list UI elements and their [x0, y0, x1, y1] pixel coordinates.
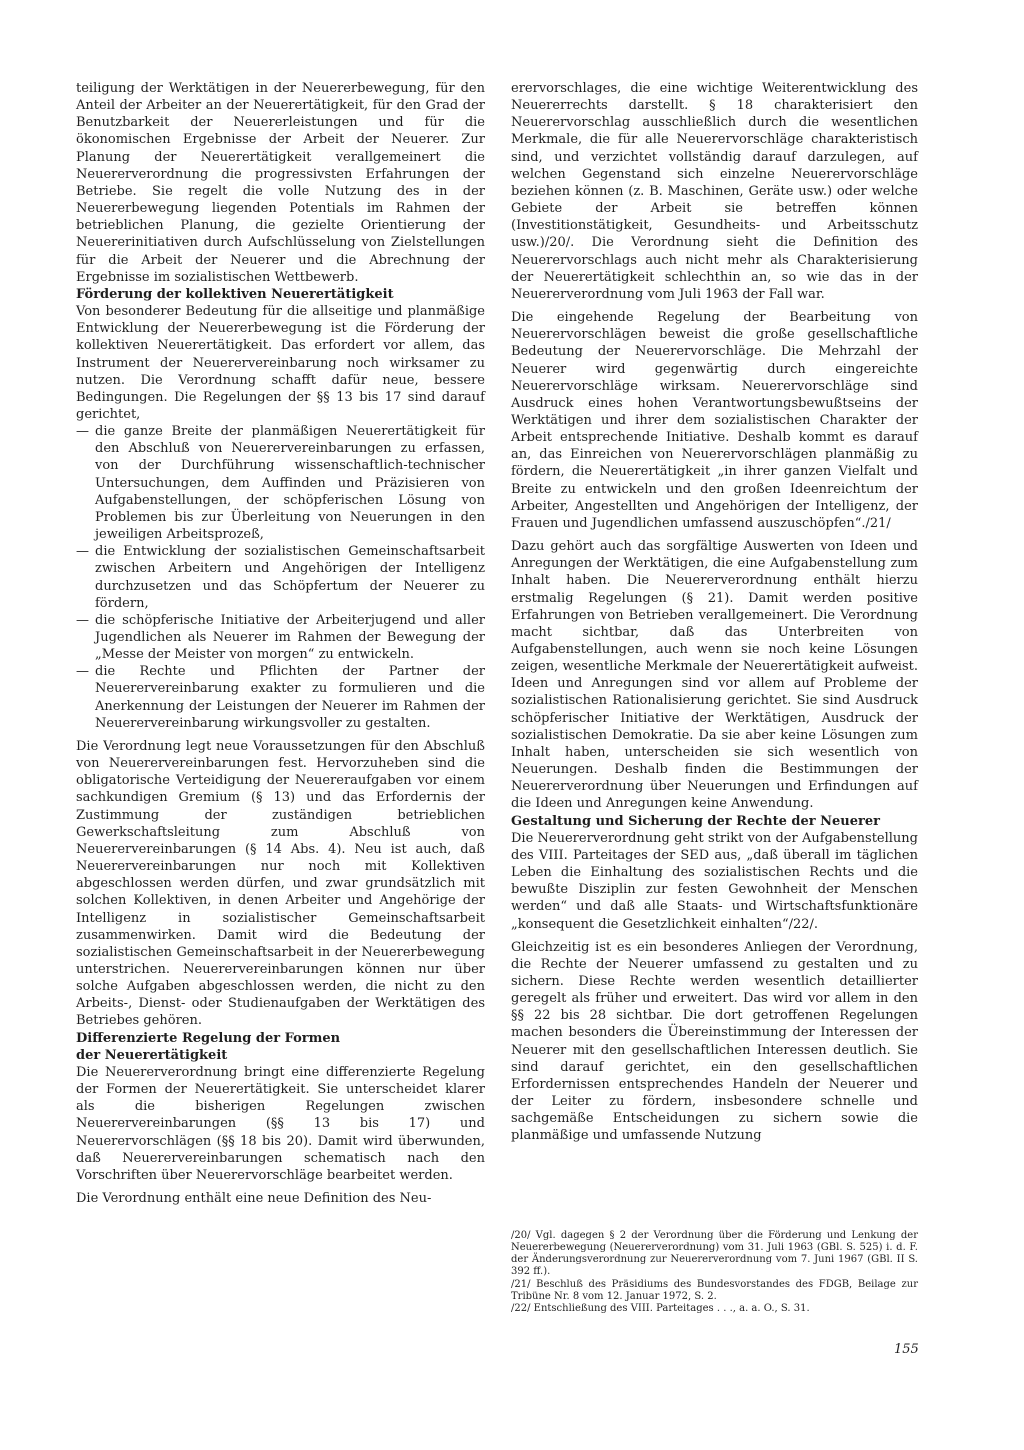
footnote: /22/ Entschließung des VIII. Parteitages . . ., a. a. O., S. 31. [511, 1303, 810, 1315]
page-number: 155 [894, 1342, 919, 1357]
right-column [511, 80, 918, 1145]
list-item: — die Entwicklung der sozialistischen Gemeinschaftsarbeit zwischen Arbeitern und Angehörigen der Intelligenz durchzusetzen und das Schöpfertum der Neuerer zu fördern, [76, 543, 485, 612]
paragraph: erervorschlages, die eine wichtige Weiterentwicklung des Neuererrechts darstellt. § 18 charakterisiert den Neuerervorschlag ausschließlich durch die wesentlichen Merkmale, die für alle Neuerervorschläge charakteristisch sind, und verzichtet vollständig darauf darzulegen, auf welchen Gegenstand sich einzelne Neuerervorschläge beziehen können (z. B. Maschinen, Geräte usw.) oder welche Gebiete der Arbeit sie betreffen können (Investitionstätigkeit, Gesundheits- und Arbeitsschutz usw.)/20/. Die Verordnung sieht die Definition des Neuerervorschlags auch nicht mehr als Charakterisierung der Neuerertätigkeit schlechthin an, so wie das in der Neuererverordnung vom Juli 1963 der Fall war. [511, 81, 918, 302]
paragraph: Dazu gehört auch das sorgfältige Auswerten von Ideen und Anregungen der Werktätigen, die eine Aufgabenstellung zum Inhalt haben. Die Neuererverordnung enthält hierzu erstmalig Regelungen (§ 21). Damit werden positive Erfahrungen von Betrieben verallgemeinert. Die Verordnung macht sichtbar, daß das Unterbreiten von Aufgabenstellungen, auch wenn sie noch keine Lösungen zeigen, wesentliche Merkmale der Neuerertätigkeit aufweist. Ideen und Anregungen sind vor allem auf Probleme der sozialistischen Rationalisierung gerichtet. Sie sind Ausdruck schöpferischer Initiative der Werktätigen, Ausdruck der sozialistischen Demokratie. Da sie aber keine Lösungen zum Inhalt haben, unterscheiden sie sich wesentlich von Neuerungen. Deshalb finden die Bestimmungen der Neuererverordnung über Neuerungen und Erfindungen auf die Ideen und Anregungen keine Anwendung. [511, 539, 918, 812]
list-item: — die schöpferische Initiative der Arbeiterjugend und aller Jugendlichen als Neuerer im Rahmen der Bewegung der „Messe der Meister von morgen“ zu entwickeln. [76, 612, 485, 663]
paragraph: Die Verordnung enthält eine neue Definition des Neu- [76, 1191, 432, 1206]
paragraph: Von besonderer Bedeutung für die allseitige und planmäßige Entwicklung der Neuererbewegung ist die Förderung der kollektiven Neuerertätigkeit. Das erfordert vor allem, das Instrument der Neuerervereinbarung noch wirksamer zu nutzen. Die Verordnung schafft dafür neue, bessere Bedingungen. Die Regelungen der §§ 13 bis 17 sind darauf gerichtet, [76, 304, 485, 422]
section-heading-kollektive-neuerertaetigkeit: Förderung der kollektiven Neuerertätigkeit [76, 286, 394, 302]
list-item: — die ganze Breite der planmäßigen Neuerertätigkeit für den Abschluß von Neuerervereinbarungen zu erfassen, von der Durchführung wissenschaftlich-technischer Untersuchungen, dem Auffinden und Präzisieren von Aufgabenstellungen, der schöpferischen Lösung von Problemen bis zur Überleitung von Neuerungen in den jeweiligen Arbeitsprozeß, [76, 423, 485, 543]
footnote: /20/ Vgl. dagegen § 2 der Verordnung über die Förderung und Lenkung der Neuererbewegung (Neuererverordnung) vom 31. Juli 1963 (GBl. S. 525) i. d. F. der Änderungsverordnung zur Neuererverordnung vom 7. Juni 1967 (GBl. II S. 392 ff.). [511, 1230, 918, 1277]
section-heading-differenzierte-regelung [76, 1030, 485, 1064]
paragraph: Die eingehende Regelung der Bearbeitung von Neuerervorschlägen beweist die große gesellschaftliche Bedeutung der Neuerervorschläge. Die Mehrzahl der Neuerer wird gegenwärtig durch eingereichte Neuerervorschläge wirksam. Neuerervorschläge sind Ausdruck eines hohen Verantwortungsbewußtseins der Werktätigen und ihrer dem sozialistischen Charakter der Arbeit entsprechende Initiative. Deshalb kommt es darauf an, das Einreichen von Neuerervorschlägen planmäßig zu fördern, die Neuerertätigkeit „in ihrer ganzen Vielfalt und Breite zu entwickeln und den großen Ideenreichtum der Arbeiter, Angestellten und Angehörigen der Intelligenz, der Frauen und Jugendlichen umfassend auszuschöpfen“./21/ [511, 310, 918, 531]
heading-line: Differenzierte Regelung der Formen [76, 1030, 341, 1046]
paragraph: Gleichzeitig ist es ein besonderes Anliegen der Verordnung, die Rechte der Neuerer umfassend zu gestalten und zu sichern. Diese Rechte werden wesentlich detaillierter geregelt als früher und erweitert. Das wird vor allem in den §§ 22 bis 28 sichtbar. Die dort getroffenen Regelungen machen besonders die Übereinstimmung der Interessen der Neuerer mit den gesellschaftlichen Interessen deutlich. Sie sind darauf gerichtet, ein den gesellschaftlichen Erfordernissen entsprechendes Handeln der Neuerer und der Leiter zu fördern, insbesondere schnelle und sachgemäße Entscheidungen zu sichern sowie die planmäßige und umfassende Nutzung [511, 939, 918, 1144]
paragraph: Die Neuererverordnung bringt eine differenzierte Regelung der Formen der Neuerertätigkeit. Sie unterscheidet klarer als die bisherigen Regelungen zwischen Neuerervereinbarungen (§§ 13 bis 17) und Neuerervorschlägen (§§ 18 bis 20). Damit wird überwunden, daß Neuerervereinbarungen schematisch nach den Vorschriften über Neuerervorschläge bearbeitet werden. [76, 1064, 485, 1183]
dash-list [76, 423, 485, 732]
footnotes [511, 1230, 918, 1316]
left-column [76, 80, 485, 1207]
section-heading-rechte-der-neuerer: Gestaltung und Sicherung der Rechte der Neuerer [511, 813, 880, 829]
heading-line: der Neuerertätigkeit [76, 1047, 228, 1063]
list-item: — die Rechte und Pflichten der Partner der Neuerervereinbarung exakter zu formulieren und die Anerkennung der Leistungen der Neuerer im Rahmen der Neuerervereinbarung wirkungsvoller zu gestalten. [76, 663, 485, 732]
paragraph: teiligung der Werktätigen in der Neuererbewegung, für den Anteil der Arbeiter an der Neuerertätigkeit, für den Grad der Benutzbarkeit der Neuererleistungen und für die ökonomischen Ergebnisse der Arbeit der Neuerer. Zur Planung der Neuerertätigkeit verallgemeinert die Neuererverordnung die progressivsten Erfahrungen der Betriebe. Sie regelt die volle Nutzung des in der Neuererbewegung liegenden Potentials im Rahmen der betrieblichen Planung, die gezielte Orientierung der Neuererinitiativen durch Aufschlüsselung von Zielstellungen für die Arbeit der Neuerer und die Abrechnung der Ergebnisse im sozialistischen Wettbewerb. [76, 81, 485, 285]
paragraph: Die Neuererverordnung geht strikt von der Aufgabenstellung des VIII. Parteitages der SED aus, „daß überall im täglichen Leben die Einhaltung des sozialistischen Rechts und die bewußte Disziplin zur festen Gewohnheit der Menschen werden“ und daß alle Staats- und Wirtschaftsfunktionäre „konsequent die Gesetzlichkeit einhalten“/22/. [511, 830, 918, 932]
footnote: /21/ Beschluß des Präsidiums des Bundesvorstandes des FDGB, Beilage zur Tribüne Nr. 8 vom 12. Januar 1972, S. 2. [511, 1278, 918, 1302]
paragraph: Die Verordnung legt neue Voraussetzungen für den Abschluß von Neuerervereinbarungen fest. Hervorzuheben sind die obligatorische Verteidigung der Neuereraufgaben vor einem sachkundigen Gremium (§ 13) und das Erfordernis der Zustimmung der zuständigen betrieblichen Gewerkschaftsleitung zum Abschluß von Neuerervereinbarungen (§ 14 Abs. 4). Neu ist auch, daß Neuerervereinbarungen nur noch mit Kollektiven abgeschlossen werden dürfen, und zwar grundsätzlich mit solchen Kollektiven, in denen Arbeiter und Angehörige der Intelligenz in sozialistischer Gemeinschaftsarbeit zusammenwirken. Damit wird die Bedeutung der sozialistischen Gemeinschaftsarbeit in der Neuererbewegung unterstrichen. Neuerervereinbarungen können nur über solche Aufgaben abgeschlossen werden, die nicht zu den Arbeits-, Dienst- oder Studienaufgaben der Werktätigen des Betriebes gehören. [76, 738, 485, 1029]
